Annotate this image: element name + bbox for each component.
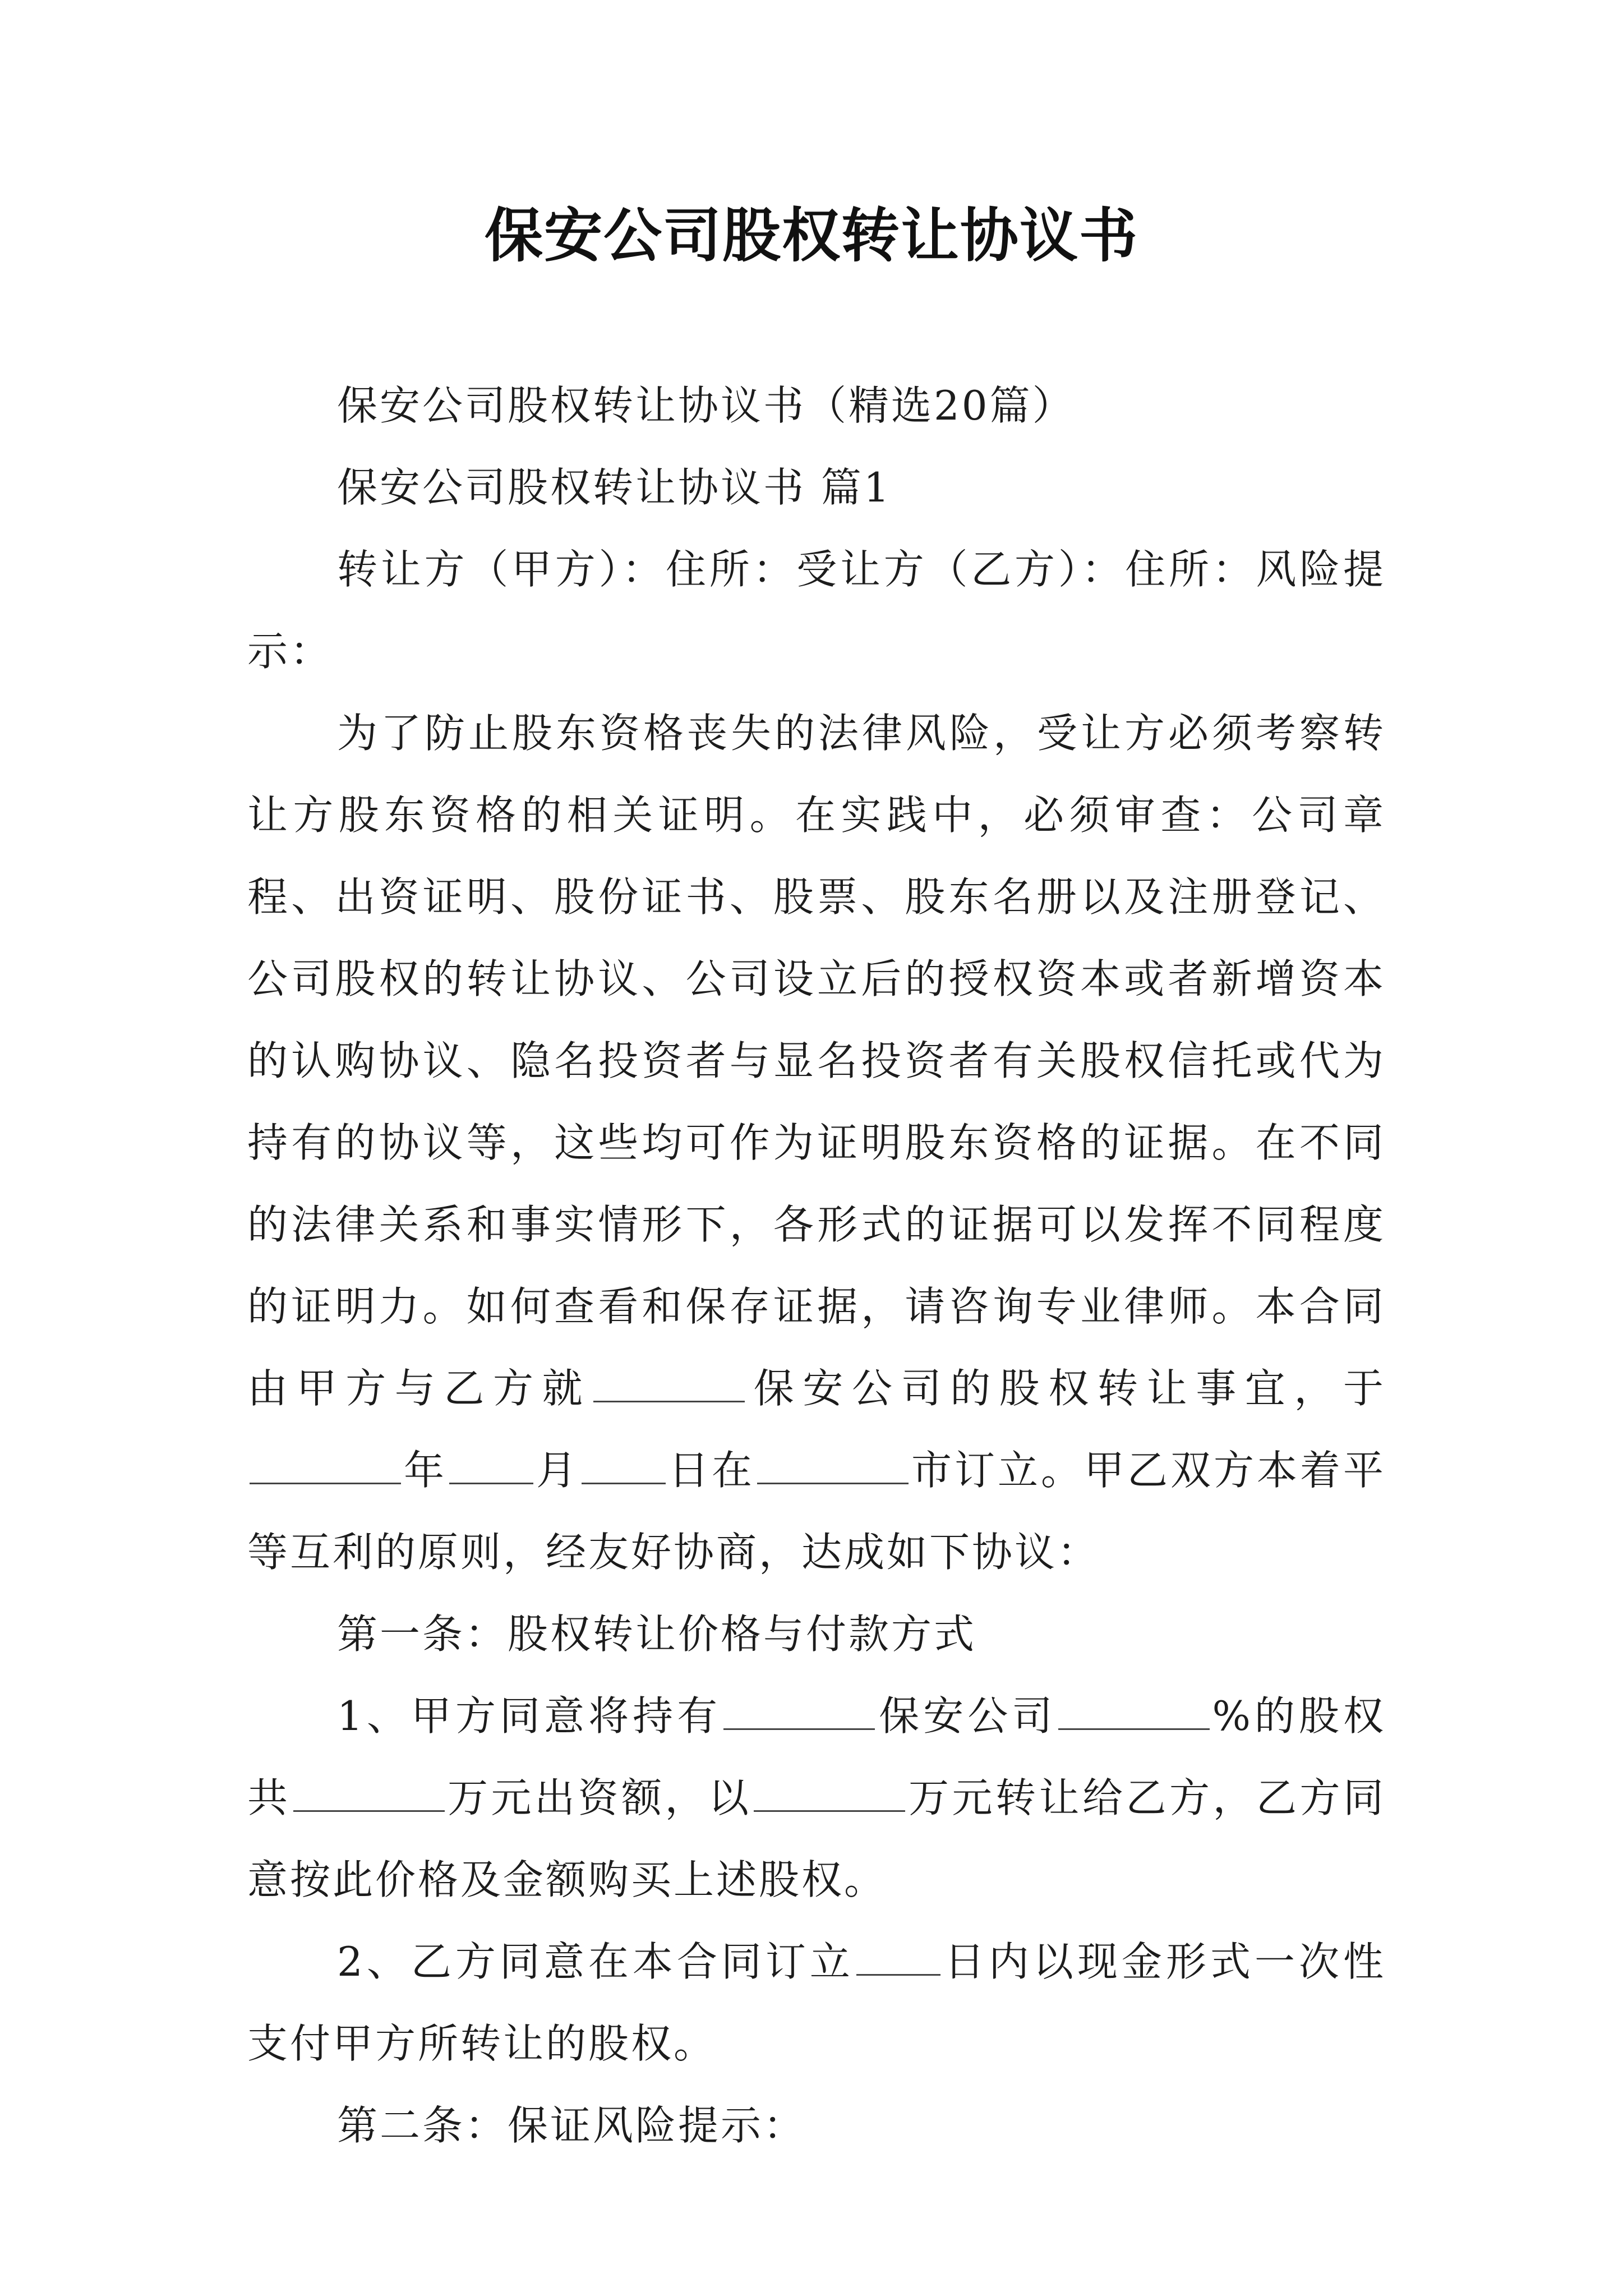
risk-text-d: 月 xyxy=(536,1447,579,1494)
clause2-text-a: 2、乙方同意在本合同订立 xyxy=(337,1938,854,1985)
risk-text-f: 市订立。甲乙双方本着平等互利的原则，经友好协商，达成如下协议： xyxy=(247,1447,1386,1576)
capital-blank xyxy=(293,1777,445,1812)
risk-text-c: 年 xyxy=(403,1447,447,1494)
day-blank xyxy=(582,1449,666,1484)
parties-line: 转让方（甲方）：住所：受让方（乙方）：住所：风险提示： xyxy=(247,546,1386,675)
clause1-text-c: %的股权共 xyxy=(247,1692,1386,1821)
month-blank xyxy=(449,1449,533,1484)
document-title: 保安公司股权转让协议书 xyxy=(484,201,1138,270)
risk-paragraph xyxy=(247,692,1386,1593)
article2-heading: 第二条：保证风险提示： xyxy=(337,2102,806,2149)
price-blank xyxy=(754,1777,905,1812)
clause1-text-b: 保安公司 xyxy=(877,1692,1057,1740)
document-body xyxy=(247,365,1386,2166)
clause1-text-e: 万元转让给乙方，乙方同意按此价格及金额购买上述股权。 xyxy=(247,1774,1386,1903)
document-subtitle: 保安公司股权转让协议书（精选20篇） xyxy=(337,382,1075,429)
year-blank xyxy=(250,1449,401,1484)
days-blank xyxy=(856,1940,940,1976)
clause1-text-d: 万元出资额，以 xyxy=(446,1774,752,1821)
article1-heading: 第一条：股权转让价格与付款方式 xyxy=(337,1611,977,1658)
risk-text-b: 保安公司的股权转让事宜，于 xyxy=(747,1365,1386,1412)
clause1-text-a: 1、甲方同意将持有 xyxy=(337,1692,722,1740)
city-blank xyxy=(757,1449,909,1484)
percent-blank xyxy=(1058,1695,1210,1730)
company-blank xyxy=(593,1367,745,1402)
risk-text-a: 为了防止股东资格丧失的法律风险，受让方必须考察转让方股东资格的相关证明。在实践中，必须审查：公司章程、出资证明、股份证书、股票、股东名册以及注册登记、公司股权的转让协议、公司设立后的授权资本或者新增资本的认购协议、隐名投资者与显名投资者有关股权信托或代为持有的协议等，这些均可作为证明股东资格的证据。在不同的法律关系和事实情形下，各形式的证据可以发挥不同程度的证明力。如何查看和保存证据，请咨询专业律师。本合同由甲方与乙方就 xyxy=(247,710,1386,1412)
clause-2 xyxy=(247,1921,1386,2085)
clause2-text-b: 日内以现金形式一次性支付甲方所转让的股权。 xyxy=(247,1938,1386,2067)
holder-blank xyxy=(723,1695,875,1730)
section-heading: 保安公司股权转让协议书 篇1 xyxy=(337,464,892,511)
clause-1 xyxy=(247,1675,1386,1921)
risk-text-e: 日在 xyxy=(668,1447,755,1494)
